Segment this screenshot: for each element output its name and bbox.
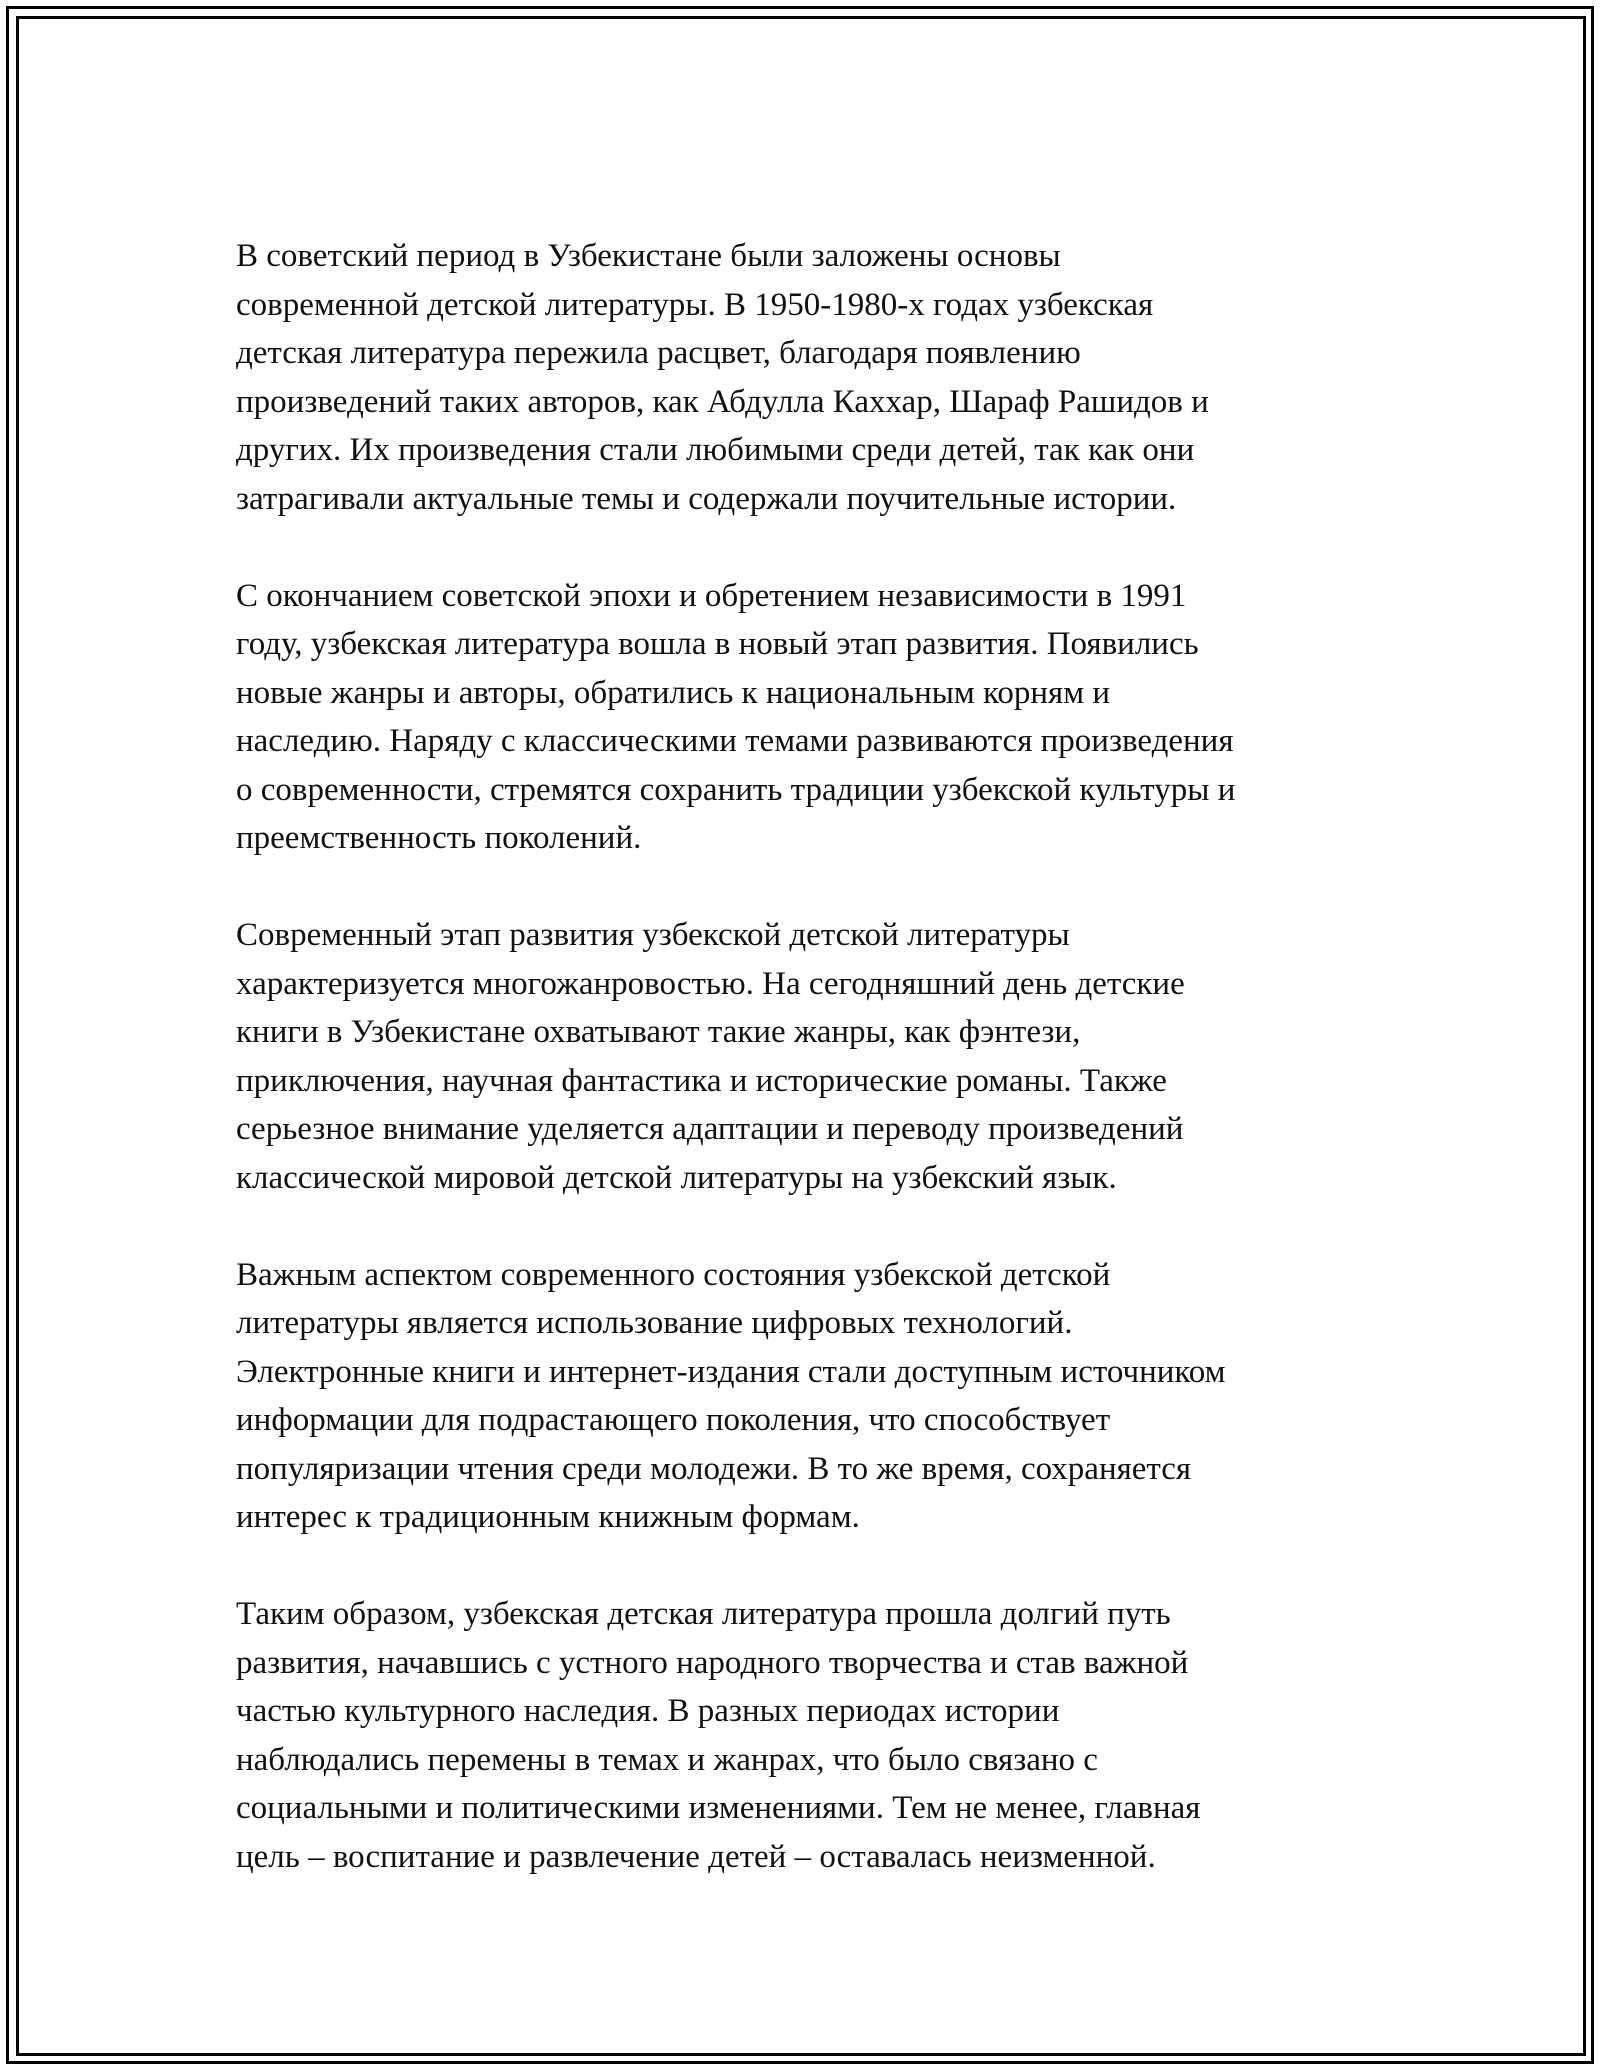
paragraph-modern-stage	[236, 911, 1366, 1202]
text-line: приключения, научная фантастика и исторические романы. Также	[236, 1062, 1167, 1099]
text-line: книги в Узбекистане охватывают такие жанры, как фэнтези,	[236, 1014, 1081, 1050]
text-line: других. Их произведения стали любимыми среди детей, так как они	[236, 432, 1195, 468]
text-line: социальными и политическими изменениями. Тем не менее, главная	[236, 1790, 1201, 1826]
text-line: частью культурного наследия. В разных периодах истории	[236, 1693, 1060, 1729]
text-line: затрагивали актуальные темы и содержали поучительные истории.	[236, 480, 1177, 517]
text-line: произведений таких авторов, как Абдулла Каххар, Шараф Рашидов и	[236, 383, 1209, 420]
paragraph-digital-technologies	[236, 1251, 1366, 1542]
text-line: новые жанры и авторы, обратились к национальным корням и	[236, 674, 1111, 711]
document-body	[236, 232, 1366, 1930]
text-line: детская литература пережила расцвет, благодаря появлению	[236, 335, 1081, 371]
text-line: наблюдались перемены в темах и жанрах, что было связано с	[236, 1741, 1098, 1778]
text-line: о современности, стремятся сохранить традиции узбекской культуры и	[236, 771, 1236, 808]
paragraph-conclusion	[236, 1590, 1366, 1881]
text-line: литературы является использование цифровых технологий.	[236, 1305, 1073, 1341]
text-line: наследию. Наряду с классическими темами развиваются произведения	[236, 723, 1234, 759]
text-line: развития, начавшись с устного народного творчества и став важной	[236, 1644, 1189, 1681]
text-line: Современный этап развития узбекской детской литературы	[236, 917, 1070, 953]
text-line: В советский период в Узбекистане были заложены основы	[236, 238, 1061, 274]
text-line: Таким образом, узбекская детская литература прошла долгий путь	[236, 1596, 1171, 1632]
text-line: характеризуется многожанровостью. На сегодняшний день детские	[236, 965, 1185, 1002]
text-line: информации для подрастающего поколения, что способствует	[236, 1402, 1111, 1438]
text-line: классической мировой детской литературы на узбекский язык.	[236, 1159, 1117, 1196]
text-line: Важным аспектом современного состояния узбекской детской	[236, 1256, 1111, 1293]
text-line: интерес к традиционным книжным формам.	[236, 1499, 860, 1535]
paragraph-independence	[236, 572, 1366, 863]
text-line: С окончанием советской эпохи и обретением независимости в 1991	[236, 577, 1187, 614]
paragraph-soviet-period	[236, 232, 1366, 523]
text-line: цель – воспитание и развлечение детей – оставалась неизменной.	[236, 1838, 1156, 1875]
text-line: современной детской литературы. В 1950-1980-х годах узбекская	[236, 286, 1154, 323]
text-line: Электронные книги и интернет-издания стали доступным источником	[236, 1353, 1226, 1390]
text-line: серьезное внимание уделяется адаптации и переводу произведений	[236, 1111, 1184, 1147]
text-line: преемственность поколений.	[236, 820, 642, 856]
text-line: популяризации чтения среди молодежи. В то же время, сохраняется	[236, 1450, 1192, 1487]
text-line: году, узбекская литература вошла в новый этап развития. Появились	[236, 626, 1199, 662]
